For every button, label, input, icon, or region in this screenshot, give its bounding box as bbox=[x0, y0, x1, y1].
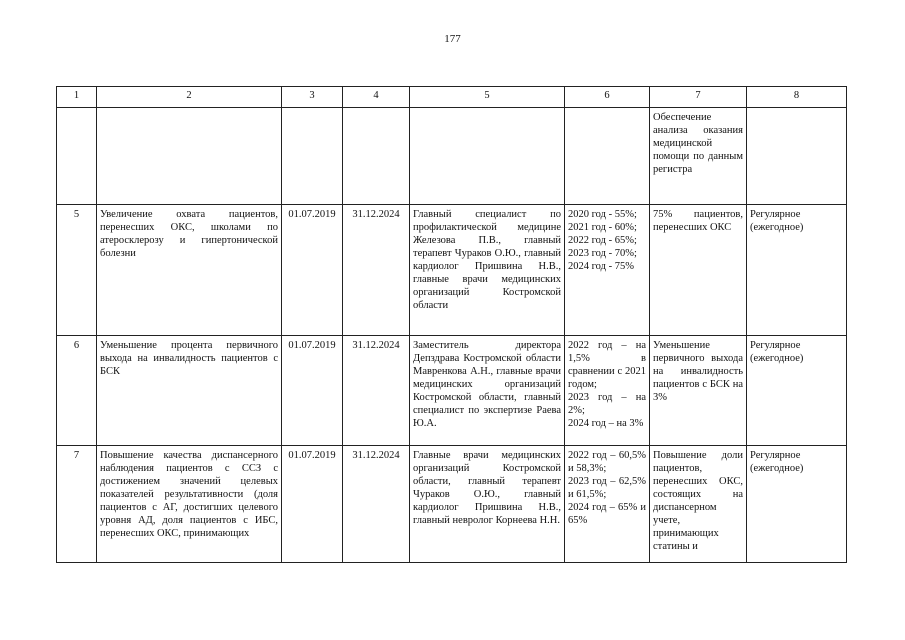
target-line: 2022 год - 65%; bbox=[568, 235, 637, 246]
table-row bbox=[57, 336, 847, 446]
column-header: 8 bbox=[747, 87, 847, 108]
start-date: 01.07.2019 bbox=[282, 205, 343, 336]
end-date: 31.12.2024 bbox=[343, 205, 410, 336]
responsible-cell: Главные врачи медицинских организаций Костромской области, главный терапевт Чураков О.Ю., главный кардиолог Пришвина Н.В., главный невролог Корнеева Н.Н. bbox=[410, 446, 565, 563]
activity-cell: Уменьшение процента первичного выхода на инвалидность пациентов с БСК bbox=[97, 336, 282, 446]
column-header: 7 bbox=[650, 87, 747, 108]
empty-cell bbox=[747, 108, 847, 205]
column-header: 2 bbox=[97, 87, 282, 108]
result-cell: Уменьшение первичного выхода на инвалидность пациентов с БСК на 3% bbox=[650, 336, 747, 446]
frequency-cell: Регулярное (ежегодное) bbox=[747, 336, 847, 446]
row-number: 5 bbox=[57, 205, 97, 336]
start-date: 01.07.2019 bbox=[282, 446, 343, 563]
continuation-row bbox=[57, 108, 847, 205]
empty-cell bbox=[282, 108, 343, 205]
end-date: 31.12.2024 bbox=[343, 446, 410, 563]
target-line: 2024 год – на 3% bbox=[568, 418, 644, 429]
row-number: 7 bbox=[57, 446, 97, 563]
activity-cell: Повышение качества диспансерного наблюдения пациентов с ССЗ с достижением значений целевых показателей результативности (доля пациентов с АГ, достигших целевого уровня АД, доля пациентов с ИБС, перенесших ОКС, принимающих bbox=[97, 446, 282, 563]
target-line: 2022 год – 60,5% и 58,3%; bbox=[568, 450, 646, 474]
targets-cell bbox=[565, 446, 650, 563]
target-line: 2023 год - 70%; bbox=[568, 248, 637, 259]
row-number: 6 bbox=[57, 336, 97, 446]
result-cell: Повышение доли пациентов, перенесших ОКС, состоящих на диспансерном учете, принимающих статины и bbox=[650, 446, 747, 563]
empty-cell bbox=[97, 108, 282, 205]
empty-cell bbox=[57, 108, 97, 205]
targets-cell bbox=[565, 205, 650, 336]
column-header: 5 bbox=[410, 87, 565, 108]
empty-cell bbox=[565, 108, 650, 205]
column-header: 6 bbox=[565, 87, 650, 108]
start-date: 01.07.2019 bbox=[282, 336, 343, 446]
column-number-row bbox=[57, 87, 847, 108]
empty-cell bbox=[343, 108, 410, 205]
measures-table bbox=[56, 86, 847, 563]
frequency-cell: Регулярное (ежегодное) bbox=[747, 205, 847, 336]
target-line: 2023 год – на 2%; bbox=[568, 392, 646, 416]
target-line: 2023 год – 62,5% и 61,5%; bbox=[568, 476, 646, 500]
column-header: 4 bbox=[343, 87, 410, 108]
target-line: 2024 год – 65% и 65% bbox=[568, 502, 646, 526]
responsible-cell: Заместитель директора Депздрава Костромской области Мавренкова А.Н., главные врачи медицинских организаций Костромской области, главный специалист по экспертизе Раева Ю.А. bbox=[410, 336, 565, 446]
table-row bbox=[57, 205, 847, 336]
empty-cell bbox=[410, 108, 565, 205]
result-cell: Обеспечение анализа оказания медицинской помощи по данным регистра bbox=[650, 108, 747, 205]
column-header: 3 bbox=[282, 87, 343, 108]
target-line: 2024 год - 75% bbox=[568, 261, 634, 272]
target-line: 2022 год – на 1,5% в сравнении с 2021 годом; bbox=[568, 340, 646, 390]
frequency-cell: Регулярное (ежегодное) bbox=[747, 446, 847, 563]
end-date: 31.12.2024 bbox=[343, 336, 410, 446]
activity-cell: Увеличение охвата пациентов, перенесших ОКС, школами по атеросклерозу и гипертонической болезни bbox=[97, 205, 282, 336]
table-row bbox=[57, 446, 847, 563]
target-line: 2021 год - 60%; bbox=[568, 222, 637, 233]
responsible-cell: Главный специалист по профилактической медицине Железова П.В., главный терапевт Чураков О.Ю., главный кардиолог Пришвина Н.В., главные врачи медицинских организаций Костромской области bbox=[410, 205, 565, 336]
target-line: 2020 год - 55%; bbox=[568, 209, 637, 220]
result-cell: 75% пациентов, перенесших ОКС bbox=[650, 205, 747, 336]
targets-cell bbox=[565, 336, 650, 446]
column-header: 1 bbox=[57, 87, 97, 108]
page-number: 177 bbox=[444, 33, 461, 45]
